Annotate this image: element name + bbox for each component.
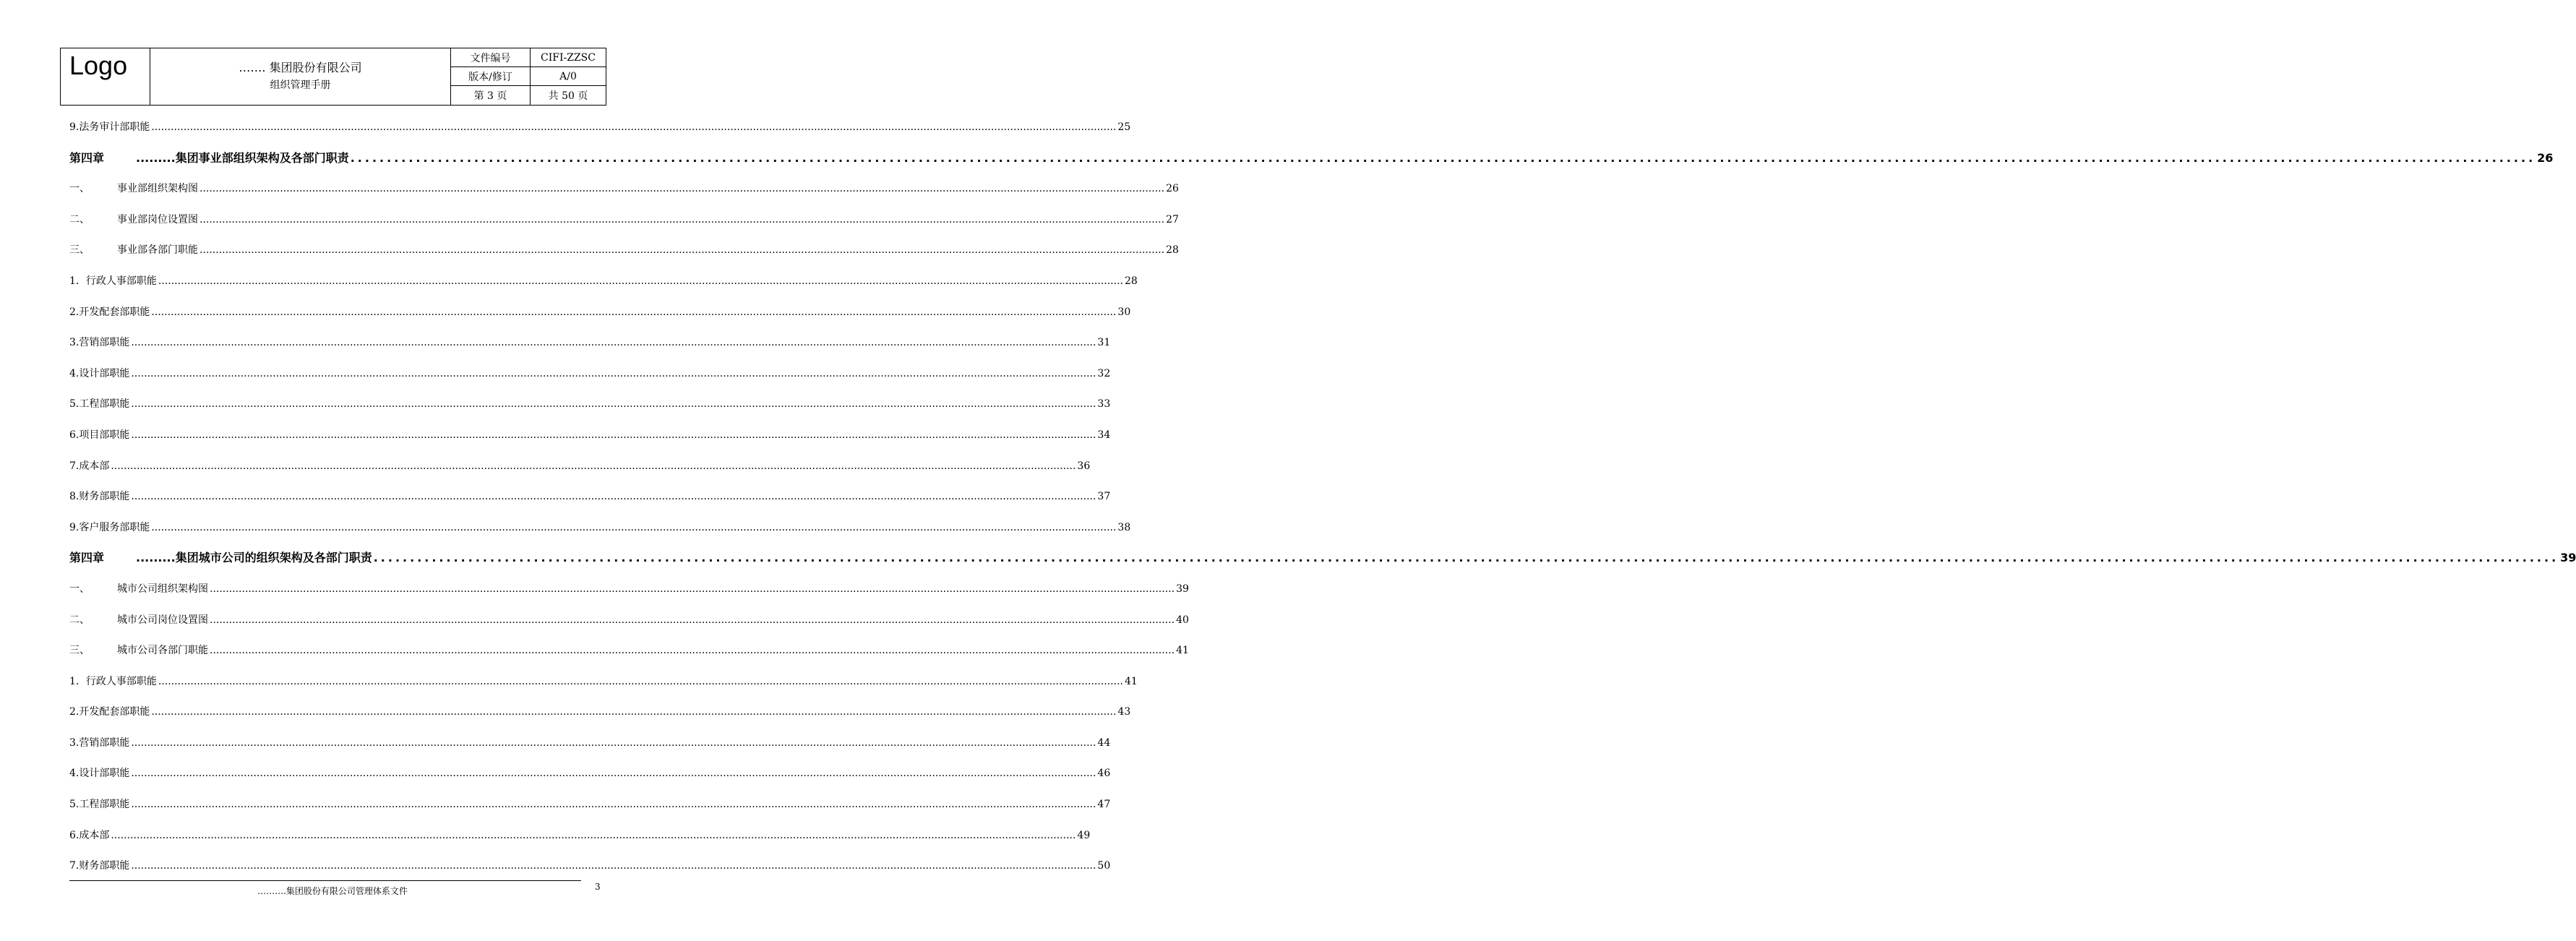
toc-entry-label xyxy=(69,639,208,662)
toc-section-number: 一、 xyxy=(69,583,90,595)
toc-entry-label: 7.成本部 xyxy=(69,460,110,472)
toc-entry-label: 9.客户服务部职能 xyxy=(69,521,150,533)
toc-chapter-number: 第四章 xyxy=(69,150,105,165)
toc-dot-leader: ............................................................................................................................................................................................................................................................................................................ xyxy=(210,645,1175,657)
document-header xyxy=(60,48,606,106)
table-of-contents xyxy=(69,116,2576,885)
toc-dot-leader: ............................................................................................................................................................................................................................................................................................................ xyxy=(199,183,1165,195)
toc-dot-leader: ............................................................................................................................................................................................................................................................................................................ xyxy=(111,460,1076,472)
toc-entry[interactable] xyxy=(69,424,1111,455)
toc-page-number: 40 xyxy=(1176,614,1189,626)
toc-page-number: 30 xyxy=(1117,306,1131,318)
page-number: 3 xyxy=(595,882,601,892)
toc-page-number: 26 xyxy=(2537,150,2554,165)
toc-section-number: 一、 xyxy=(69,183,90,195)
toc-entry-label: 1．行政人事部职能 xyxy=(69,675,157,687)
toc-dot-leader: ............................................................................................................................................................................................................................................................................................................ xyxy=(131,799,1096,811)
toc-chapter-title: .........集团事业部组织架构及各部门职责 xyxy=(136,150,349,165)
toc-page-number: 46 xyxy=(1097,768,1111,780)
toc-entry[interactable] xyxy=(69,516,1131,547)
toc-entry-label: 5.工程部职能 xyxy=(69,799,130,811)
toc-entry-label: 1．行政人事部职能 xyxy=(69,275,157,287)
toc-dot-leader: ............................................................................................................................................................................................................................................................................................................ xyxy=(199,213,1165,225)
toc-page-number: 44 xyxy=(1097,736,1111,749)
toc-section-title: 城市公司各部门职能 xyxy=(117,645,208,657)
toc-chapter-title: .........集团城市公司的组织架构及各部门职责 xyxy=(136,551,372,565)
toc-dot-leader: ............................................................................................................................................................................................................................................................................................................ xyxy=(350,150,2536,165)
toc-dot-leader: ............................................................................................................................................................................................................................................................................................................ xyxy=(131,367,1096,379)
toc-entry[interactable] xyxy=(69,301,1131,332)
toc-page-number: 39 xyxy=(2560,551,2576,565)
footer-text: ……….集团股份有限公司管理体系文件 xyxy=(257,886,408,896)
toc-entry[interactable] xyxy=(69,731,1111,762)
toc-entry-label xyxy=(69,177,198,200)
toc-page-number: 50 xyxy=(1097,860,1111,872)
toc-entry[interactable] xyxy=(69,455,1091,486)
toc-entry[interactable] xyxy=(69,392,1111,424)
toc-section-title: 城市公司岗位设置图 xyxy=(117,614,208,626)
toc-section-title: 事业部组织架构图 xyxy=(117,183,198,195)
toc-entry-label xyxy=(69,546,372,570)
toc-page-number: 32 xyxy=(1097,367,1111,379)
toc-entry-label: 9.法务审计部职能 xyxy=(69,121,150,133)
toc-entry-label: 4.设计部职能 xyxy=(69,367,130,379)
toc-entry-label: 2.开发配套部职能 xyxy=(69,306,150,318)
toc-section-number: 二、 xyxy=(69,213,90,225)
toc-entry[interactable] xyxy=(69,793,1111,824)
toc-dot-leader: ............................................................................................................................................................................................................................................................................................................ xyxy=(151,706,1117,718)
toc-entry-label xyxy=(69,208,198,231)
manual-title: 组织管理手册 xyxy=(270,80,331,91)
toc-entry[interactable] xyxy=(69,824,1091,855)
toc-page-number: 28 xyxy=(1124,275,1138,287)
toc-page-number: 49 xyxy=(1077,829,1091,841)
toc-page-number: 37 xyxy=(1097,491,1111,503)
toc-entry-label: 3.营销部职能 xyxy=(69,337,130,349)
toc-entry-label: 6.项目部职能 xyxy=(69,429,130,441)
toc-page-number: 41 xyxy=(1124,675,1138,687)
logo: Logo xyxy=(61,48,150,105)
toc-entry[interactable] xyxy=(69,639,1189,670)
toc-dot-leader: ............................................................................................................................................................................................................................................................................................................ xyxy=(131,429,1096,441)
toc-page-number: 43 xyxy=(1117,706,1131,718)
meta-label-doc-number: 文件编号 xyxy=(451,48,531,67)
toc-dot-leader: ............................................................................................................................................................................................................................................................................................................ xyxy=(158,275,1123,287)
toc-entry-label: 2.开发配套部职能 xyxy=(69,706,150,718)
toc-dot-leader: ............................................................................................................................................................................................................................................................................................................ xyxy=(131,398,1096,411)
toc-dot-leader: ............................................................................................................................................................................................................................................................................................................ xyxy=(151,306,1117,318)
toc-page-number: 36 xyxy=(1077,460,1091,472)
toc-entry-label xyxy=(69,147,349,170)
toc-chapter-entry[interactable] xyxy=(69,546,2576,577)
document-meta xyxy=(451,48,606,105)
toc-dot-leader: ............................................................................................................................................................................................................................................................................................................ xyxy=(210,614,1175,626)
toc-entry[interactable] xyxy=(69,700,1131,731)
toc-entry[interactable] xyxy=(69,208,1179,239)
toc-entry-label xyxy=(69,609,208,632)
toc-page-number: 28 xyxy=(1166,244,1179,257)
toc-dot-leader: ............................................................................................................................................................................................................................................................................................................ xyxy=(151,521,1117,533)
toc-page-number: 27 xyxy=(1166,213,1179,225)
toc-dot-leader: ............................................................................................................................................................................................................................................................................................................ xyxy=(131,860,1096,872)
meta-current-page: 第 3 页 xyxy=(451,86,531,105)
toc-dot-leader: ............................................................................................................................................................................................................................................................................................................ xyxy=(158,675,1123,687)
toc-entry[interactable] xyxy=(69,177,1179,208)
toc-section-title: 城市公司组织架构图 xyxy=(117,583,208,595)
toc-page-number: 33 xyxy=(1097,398,1111,411)
toc-entry-label: 8.财务部职能 xyxy=(69,491,130,503)
toc-entry[interactable] xyxy=(69,577,1189,609)
company-name: ……. 集团股份有限公司 xyxy=(239,61,362,74)
toc-dot-leader: ............................................................................................................................................................................................................................................................................................................ xyxy=(151,121,1117,133)
toc-entry-label: 3.营销部职能 xyxy=(69,736,130,749)
toc-entry[interactable] xyxy=(69,670,1138,701)
toc-entry[interactable] xyxy=(69,762,1111,793)
toc-entry-label: 4.设计部职能 xyxy=(69,768,130,780)
meta-value-doc-number: CIFI-ZZSC xyxy=(531,48,606,67)
toc-dot-leader: ............................................................................................................................................................................................................................................................................................................ xyxy=(131,491,1096,503)
toc-page-number: 38 xyxy=(1117,521,1131,533)
toc-entry-label xyxy=(69,577,208,601)
meta-value-version: A/0 xyxy=(531,67,606,86)
toc-dot-leader: ............................................................................................................................................................................................................................................................................................................ xyxy=(131,337,1096,349)
toc-page-number: 25 xyxy=(1117,121,1131,133)
toc-entry[interactable] xyxy=(69,609,1189,640)
toc-section-title: 事业部岗位设置图 xyxy=(117,213,198,225)
footer-divider xyxy=(69,880,581,881)
toc-dot-leader: ............................................................................................................................................................................................................................................................................................................ xyxy=(210,583,1175,595)
toc-entry-label: 6.成本部 xyxy=(69,829,110,841)
toc-section-number: 三、 xyxy=(69,645,90,657)
toc-page-number: 47 xyxy=(1097,799,1111,811)
toc-entry[interactable] xyxy=(69,239,1179,270)
meta-total-pages: 共 50 页 xyxy=(548,90,588,102)
toc-dot-leader: ............................................................................................................................................................................................................................................................................................................ xyxy=(373,551,2559,565)
toc-dot-leader: ............................................................................................................................................................................................................................................................................................................ xyxy=(131,768,1096,780)
toc-chapter-number: 第四章 xyxy=(69,551,105,565)
toc-page-number: 39 xyxy=(1176,583,1189,595)
toc-page-number: 34 xyxy=(1097,429,1111,441)
toc-dot-leader: ............................................................................................................................................................................................................................................................................................................ xyxy=(199,244,1165,257)
toc-entry-label: 5.工程部职能 xyxy=(69,398,130,411)
toc-page-number: 41 xyxy=(1176,645,1189,657)
toc-section-number: 三、 xyxy=(69,244,90,257)
meta-label-version: 版本/修订 xyxy=(451,67,531,86)
toc-entry-label: 7.财务部职能 xyxy=(69,860,130,872)
toc-dot-leader: ............................................................................................................................................................................................................................................................................................................ xyxy=(111,829,1076,841)
company-block xyxy=(150,48,451,105)
toc-entry[interactable] xyxy=(69,331,1111,362)
toc-dot-leader: ............................................................................................................................................................................................................................................................................................................ xyxy=(131,736,1096,749)
toc-section-title: 事业部各部门职能 xyxy=(117,244,198,257)
toc-entry-label xyxy=(69,239,198,262)
toc-chapter-entry[interactable] xyxy=(69,147,2554,178)
toc-entry[interactable] xyxy=(69,116,1131,147)
toc-page-number: 31 xyxy=(1097,337,1111,349)
toc-entry[interactable] xyxy=(69,362,1111,393)
toc-entry[interactable] xyxy=(69,270,1138,301)
toc-section-number: 二、 xyxy=(69,614,90,626)
toc-page-number: 26 xyxy=(1166,183,1179,195)
toc-entry[interactable] xyxy=(69,485,1111,516)
